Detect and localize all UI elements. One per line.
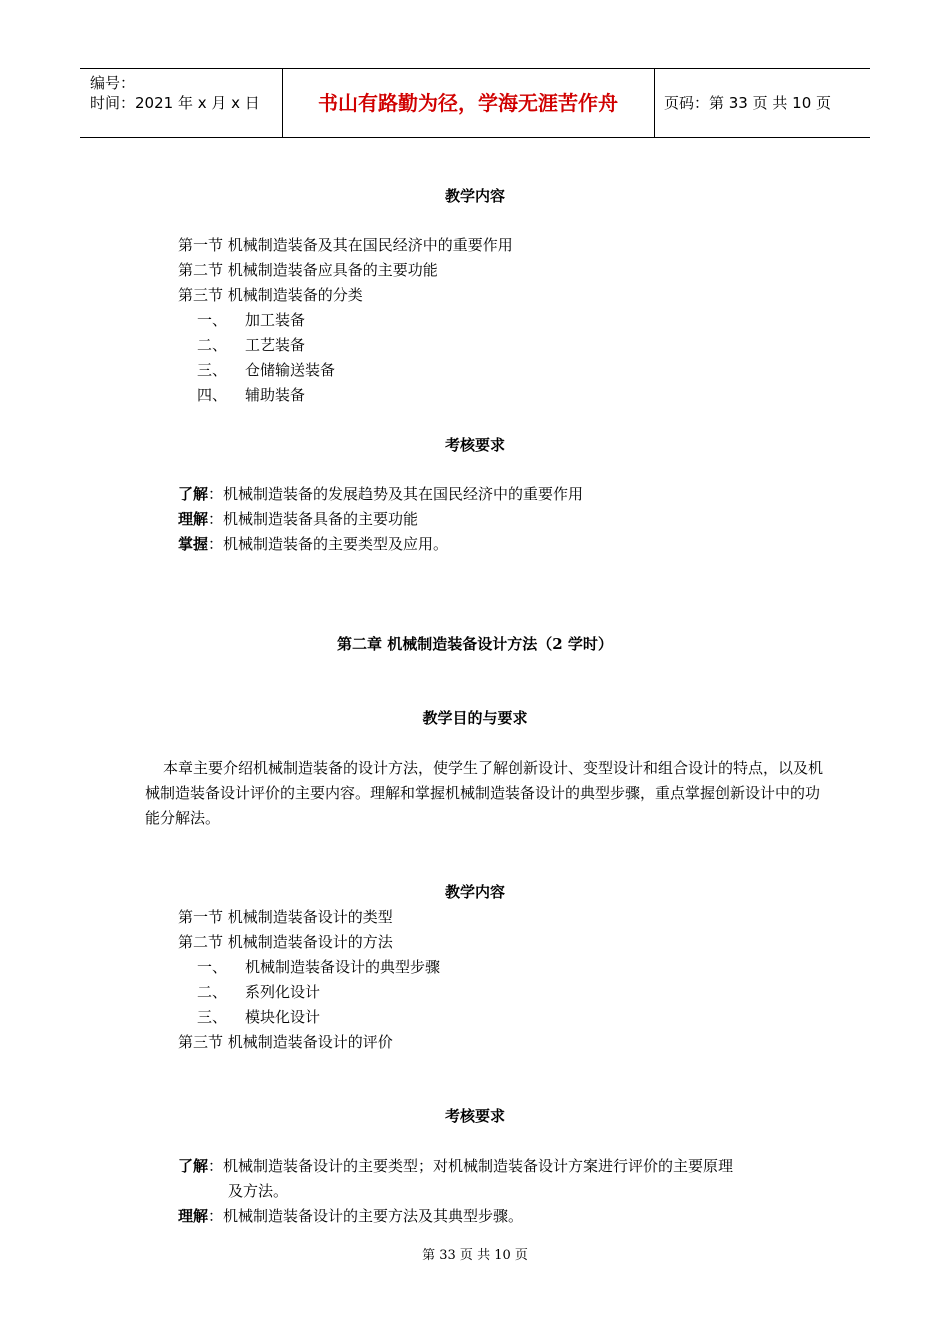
ch2-section-3: 第三节 机械制造装备设计的评价 xyxy=(178,1033,393,1051)
ch2-item xyxy=(197,1005,320,1030)
ch2-section-1: 第一节 机械制造装备设计的类型 xyxy=(178,908,393,926)
ch2-assess-item xyxy=(178,1204,523,1229)
item-number: 四、 xyxy=(197,386,228,404)
ch1-item xyxy=(197,383,305,408)
assess-text: ：机械制造装备设计的主要方法及其典型步骤。 xyxy=(208,1207,524,1225)
assess-label: 了解 xyxy=(178,485,209,503)
item-number: 三、 xyxy=(197,1008,228,1026)
item-text: 模块化设计 xyxy=(245,1008,321,1026)
assess-label: 掌握 xyxy=(178,535,209,553)
item-text: 工艺装备 xyxy=(245,336,306,354)
ch1-assess-item xyxy=(178,532,448,557)
assess-label: 了解 xyxy=(178,1157,209,1175)
time-label: 时间：2021 年 x 月 x 日 xyxy=(90,94,260,112)
assess-text: ：机械制造装备具备的主要功能 xyxy=(208,510,419,528)
header-motto: 书山有路勤为径，学海无涯苦作舟 xyxy=(318,91,618,115)
ch1-content-heading: 教学内容 xyxy=(444,187,505,205)
item-number: 三、 xyxy=(197,361,228,379)
page-header xyxy=(80,68,870,138)
ch1-item xyxy=(197,358,335,383)
item-text: 机械制造装备设计的典型步骤 xyxy=(245,958,441,976)
ch1-assess-heading: 考核要求 xyxy=(444,436,505,454)
ch1-item xyxy=(197,308,305,333)
assess-text: ：机械制造装备的发展趋势及其在国民经济中的重要作用 xyxy=(208,485,584,503)
assess-label: 理解 xyxy=(178,1207,209,1225)
item-text: 系列化设计 xyxy=(245,983,321,1001)
item-number: 一、 xyxy=(197,958,228,976)
item-number: 一、 xyxy=(197,311,228,329)
assess-text: ：机械制造装备的主要类型及应用。 xyxy=(208,535,449,553)
serial-label: 编号： xyxy=(90,74,136,92)
ch1-assess-item xyxy=(178,507,418,532)
assess-label: 理解 xyxy=(178,510,209,528)
ch2-goal-heading: 教学目的与要求 xyxy=(422,709,528,727)
ch2-item xyxy=(197,980,320,1005)
header-meta xyxy=(90,73,260,113)
page-footer: 第 33 页 共 10 页 xyxy=(422,1248,528,1263)
assess-text: ：机械制造装备设计的主要类型；对机械制造装备设计方案进行评价的主要原理 xyxy=(208,1157,734,1175)
ch2-assess-heading: 考核要求 xyxy=(444,1107,505,1125)
ch1-section-1: 第一节 机械制造装备及其在国民经济中的重要作用 xyxy=(178,236,513,254)
ch2-assess-item xyxy=(178,1154,733,1179)
ch2-item xyxy=(197,955,440,980)
ch2-goal-paragraph: 本章主要介绍机械制造装备的设计方法，使学生了解创新设计、变型设计和组合设计的特点，以及机械制造装备设计评价的主要内容。理解和掌握机械制造装备设计的典型步骤，重点掌握创新设计中的功能分解法。 xyxy=(145,759,824,827)
header-page-info: 页码：第 33 页 共 10 页 xyxy=(664,94,832,112)
item-text: 加工装备 xyxy=(245,311,306,329)
ch1-item xyxy=(197,333,305,358)
item-number: 二、 xyxy=(197,336,228,354)
item-number: 二、 xyxy=(197,983,228,1001)
ch1-assess-item xyxy=(178,482,583,507)
ch2-assess-continuation: 及方法。 xyxy=(228,1182,289,1200)
ch2-content-heading: 教学内容 xyxy=(444,883,505,901)
header-divider xyxy=(654,69,655,137)
ch1-section-3: 第三节 机械制造装备的分类 xyxy=(178,286,363,304)
item-text: 辅助装备 xyxy=(245,386,306,404)
ch2-title: 第二章 机械制造装备设计方法（2 学时） xyxy=(337,635,613,653)
item-text: 仓储输送装备 xyxy=(245,361,336,379)
ch1-section-2: 第二节 机械制造装备应具备的主要功能 xyxy=(178,261,438,279)
ch2-section-2: 第二节 机械制造装备设计的方法 xyxy=(178,933,393,951)
